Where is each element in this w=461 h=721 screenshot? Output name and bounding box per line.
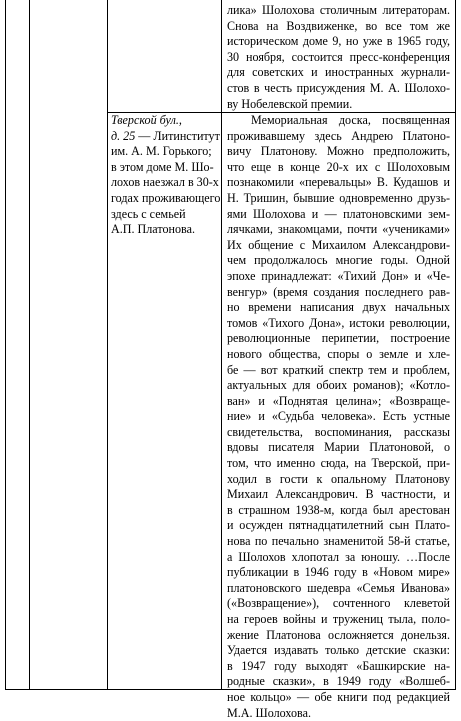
text-line: («Возвращение»), сочтенного клеветой: [227, 596, 450, 611]
text-line: 30 ноября, состоится пресс-конференция: [227, 49, 450, 64]
table-border-right: [455, 0, 456, 690]
text-line: в 1947 году выходят «Башкирские на-: [227, 658, 450, 673]
text-line: венгур» (время создания последнего рав-: [227, 284, 450, 299]
text-line: проживавшему здесь Андрею Платоно-: [227, 128, 450, 143]
text-line: стов в честь присуждения М. А. Шолохо-: [227, 80, 450, 95]
top-cell-text: [227, 3, 450, 112]
main-cell-text: [227, 113, 450, 721]
text-line: том, что именно сюда, на Тверской, при-: [227, 456, 450, 471]
table-border-left: [5, 0, 6, 690]
street-name: Тверской бул.,: [111, 113, 182, 127]
text-line: томов «Тихого Дона», истоки революции,: [227, 315, 450, 330]
address-cell-text: [111, 113, 221, 238]
text-line: ходил в гости к опальному Платонову: [227, 471, 450, 486]
text-line: ву Нобелевской премии.: [227, 96, 353, 111]
text-line: лохов наезжал в 30-х: [111, 175, 219, 190]
text-line: Н. Тришин, бывшие одновременно друзь-: [227, 190, 450, 205]
text-line: публикации в 1946 году в «Новом мире»: [227, 565, 450, 580]
text-line: лячками, знакомцами, почти «учениками»: [227, 222, 450, 237]
text-line: что еще в конце 20-х их с Шолоховым: [227, 159, 450, 174]
text-line: но времени написания двух начальных: [227, 300, 450, 315]
text-line: в этом доме М. Шо-: [111, 159, 214, 174]
text-line: познакомили «перевальцы» В. Кудашов и: [227, 175, 450, 190]
text-line: ние» и «Судьба человека». Есть устные: [227, 409, 450, 424]
text-line: на героев войны и тружениц тыла, поло-: [227, 612, 450, 626]
text-line: лика» Шолохова столичным литераторам.: [227, 3, 450, 17]
text-line: Снова на Воздвиженке, во все том же: [227, 18, 450, 33]
text-line: чем продолжалось многие годы. Одной: [227, 253, 450, 268]
text-line: платоновского шедевра «Семья Иванова»: [227, 580, 450, 595]
house-number: д. 25: [111, 128, 136, 143]
text-line: для советских и иностранных журнали-: [227, 65, 450, 80]
text-line: и осужден пятнадцатилетний сын Плато-: [227, 518, 450, 533]
text-line: бе — вот краткий спектр тем и проблем,: [227, 362, 450, 377]
text-line: историческом доме 9, но уже в 1965 году,: [227, 34, 450, 49]
table-border-col3: [221, 0, 222, 690]
text-line: вдовы писателя Марии Платоновой, о: [227, 440, 450, 455]
text-line: здесь с семьей: [111, 206, 186, 221]
text-line: нового общества, споры о земле и хле-: [227, 346, 450, 361]
text-line: нова по печально знаменитой 58-й статье,: [227, 534, 450, 549]
text-line: Мемориальная доска, посвященная: [251, 113, 450, 127]
text-line: Удается издавать только детские сказки:: [227, 643, 450, 658]
text-line: жение Платонова осложняется донельзя.: [227, 627, 450, 642]
table-border-col1: [29, 0, 30, 690]
text-line: М.А. Шолохова.: [227, 705, 312, 720]
text-line: ное кольцо» — обе книги под редакцией: [227, 689, 450, 704]
text-line: эпохе принадлежат: «Тихий Дон» и «Че-: [227, 268, 450, 283]
table-border-col2: [107, 0, 108, 690]
text-line: а Шолохов хлопотал за юношу. …После: [227, 549, 450, 564]
text-line: им. А. М. Горького;: [111, 144, 212, 159]
text-line: актуальных для обоих романов); «Котло-: [227, 378, 450, 393]
text-line: А.П. Платонова.: [111, 222, 195, 237]
text-line: родные сказки», в 1949 году «Волшеб-: [227, 674, 450, 689]
text-line: ван» и «Поднятая целина»; «Возвраще-: [227, 393, 450, 408]
text-line: Михаил Александрович. В частности, и: [227, 487, 450, 502]
text-line: в страшном 1938-м, когда был арестован: [227, 502, 450, 517]
text-line: вичу Платонову. Можно предположить,: [227, 144, 450, 159]
address-description: — Литинститут: [135, 128, 220, 143]
text-line: Их общение с Михаилом Александрови-: [227, 237, 450, 252]
text-line: годах проживающего: [111, 190, 221, 205]
text-line: революционные перипетии, построение: [227, 331, 450, 346]
text-line: ями Шолохова и — платоновскими зем-: [227, 206, 450, 221]
text-line: свидетельства, воспоминания, рассказы: [227, 424, 450, 439]
